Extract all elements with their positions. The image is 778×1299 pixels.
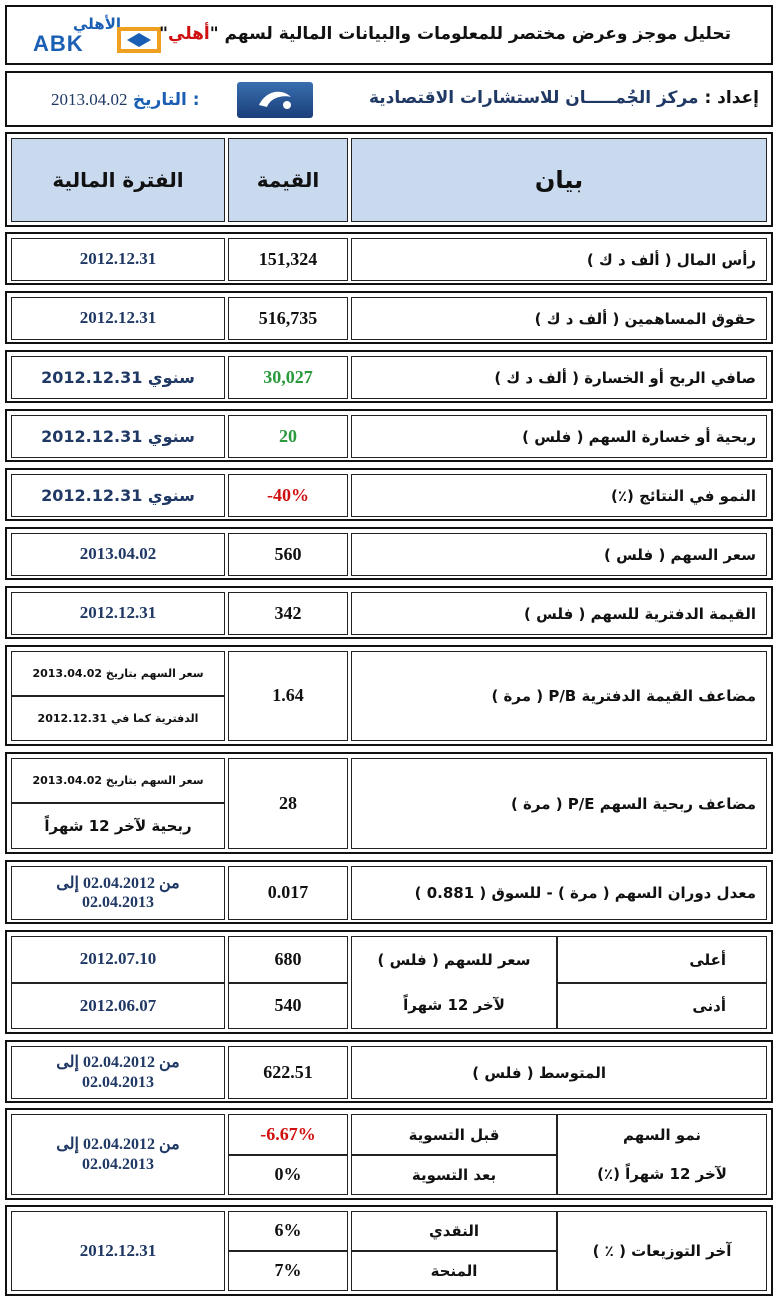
abk-logo (33, 15, 173, 57)
dist-date: 2012.12.31 (11, 1211, 225, 1291)
high-date: 2012.07.10 (11, 936, 225, 983)
range-label-price: سعر للسهم ( فلس ) (377, 950, 531, 969)
growth-label-title: نمو السهم (622, 1125, 702, 1144)
average-period (11, 1046, 225, 1099)
average-label: المتوسط ( فلس ) (351, 1046, 767, 1099)
prepared-label: إعداد : (704, 88, 759, 108)
book-value-label: القيمة الدفترية للسهم ( فلس ) (351, 592, 767, 635)
row-price (5, 527, 773, 580)
title-stock: أهلي (168, 24, 210, 44)
prepared-org: مركز الجُمـــــان للاستشارات الاقتصادية (368, 88, 699, 108)
capital-value: 151,324 (228, 238, 348, 281)
turnover-period (11, 866, 225, 920)
net-profit-label: صافي الربح أو الخسارة ( ألف د ك ) (351, 356, 767, 399)
growth-before-label: قبل التسوية (351, 1114, 557, 1155)
date-line (51, 90, 200, 110)
book-value-period: 2012.12.31 (11, 592, 225, 635)
dist-cash-label: النقدي (351, 1211, 557, 1251)
logo-latin-text: ABK (33, 31, 84, 56)
pb-value: 1.64 (228, 651, 348, 741)
pb-note-price: سعر السهم بتاريخ 2013.04.02 (11, 651, 225, 696)
pe-value: 28 (228, 758, 348, 849)
eps-label: ربحية أو خسارة السهم ( فلس ) (351, 415, 767, 458)
price-label: سعر السهم ( فلس ) (351, 533, 767, 576)
date-label: التاريخ : (132, 90, 200, 110)
pe-note-price: سعر السهم بتاريخ 2013.04.02 (11, 758, 225, 803)
dist-cash-value: 6% (228, 1211, 348, 1251)
row-pe (5, 752, 773, 854)
row-distributions (5, 1205, 773, 1296)
title-prefix: تحليل موجز وعرض مختصر للمعلومات والبيانات المالية لسهم " (209, 24, 731, 44)
eps-value: 20 (228, 415, 348, 458)
equity-label: حقوق المساهمين ( ألف د ك ) (351, 297, 767, 340)
row-growth-results (5, 468, 773, 521)
growth-period (11, 1114, 225, 1195)
row-equity (5, 291, 773, 344)
price-value: 560 (228, 533, 348, 576)
average-period-from: من 02.04.2012 إلى (56, 1054, 180, 1072)
header-value: القيمة (228, 138, 348, 222)
logo-arabic-text: الأهلي (73, 15, 122, 33)
row-stock-growth (5, 1108, 773, 1200)
dist-bonus-value: 7% (228, 1251, 348, 1291)
net-profit-value: 30,027 (228, 356, 348, 399)
abk-emblem-icon (117, 25, 163, 55)
eps-period: سنوي 2012.12.31 (11, 415, 225, 458)
dist-bonus-label: المنحة (351, 1251, 557, 1291)
average-period-to: 02.04.2013 (82, 1073, 154, 1091)
turnover-label: معدل دوران السهم ( مرة ) - للسوق ( 0.881 ) (351, 866, 767, 920)
book-value-value: 342 (228, 592, 348, 635)
header-period: الفترة المالية (11, 138, 225, 222)
row-eps (5, 409, 773, 462)
growth-results-label: النمو في النتائج (٪) (351, 474, 767, 517)
low-label: أدنى (557, 983, 767, 1029)
prepared-box (5, 71, 773, 127)
row-average (5, 1040, 773, 1103)
range-label-period: لآخر 12 شهراً (403, 996, 505, 1015)
low-value: 540 (228, 983, 348, 1029)
growth-period-from: من 02.04.2012 إلى (56, 1136, 180, 1154)
pe-note-eps: ربحية لآخر 12 شهراً (11, 803, 225, 849)
net-profit-period: سنوي 2012.12.31 (11, 356, 225, 399)
growth-period-to: 02.04.2013 (82, 1155, 154, 1173)
center-logo (237, 82, 313, 118)
jumman-logo-icon (249, 87, 301, 113)
row-book-value (5, 586, 773, 639)
pb-label: مضاعف القيمة الدفترية P/B ( مرة ) (351, 651, 767, 741)
low-date: 2012.06.07 (11, 983, 225, 1029)
range-label (351, 936, 557, 1029)
pb-note-book: الدفترية كما في 2012.12.31 (11, 696, 225, 741)
growth-after-value: 0% (228, 1155, 348, 1195)
row-pb (5, 645, 773, 746)
capital-period: 2012.12.31 (11, 238, 225, 281)
growth-results-value: -40% (228, 474, 348, 517)
turnover-period-to: 02.04.2013 (82, 894, 154, 911)
row-capital (5, 232, 773, 285)
high-label: أعلى (557, 936, 767, 983)
header-row (5, 132, 773, 227)
title-box (5, 5, 773, 65)
page-title (159, 24, 731, 44)
equity-value: 516,735 (228, 297, 348, 340)
turnover-period-from: من 02.04.2012 إلى (56, 874, 180, 892)
dist-label: آخر التوزيعات ( ٪ ) (557, 1211, 767, 1291)
turnover-value: 0.017 (228, 866, 348, 920)
growth-label-period: لآخر 12 شهراً (٪) (597, 1165, 727, 1184)
report-date: 2013.04.02 (51, 90, 128, 109)
price-period: 2013.04.02 (11, 533, 225, 576)
header-item: بيان (351, 138, 767, 222)
high-value: 680 (228, 936, 348, 983)
growth-results-period: سنوي 2012.12.31 (11, 474, 225, 517)
row-range (5, 930, 773, 1034)
title-suffix: " (159, 24, 168, 44)
average-value: 622.51 (228, 1046, 348, 1099)
prepared-line (369, 88, 759, 108)
pe-label: مضاعف ربحية السهم P/E ( مرة ) (351, 758, 767, 849)
row-net-profit (5, 350, 773, 403)
row-turnover (5, 860, 773, 924)
equity-period: 2012.12.31 (11, 297, 225, 340)
capital-label: رأس المال ( ألف د ك ) (351, 238, 767, 281)
growth-label (557, 1114, 767, 1195)
growth-before-value: -6.67% (228, 1114, 348, 1155)
growth-after-label: بعد التسوية (351, 1155, 557, 1195)
